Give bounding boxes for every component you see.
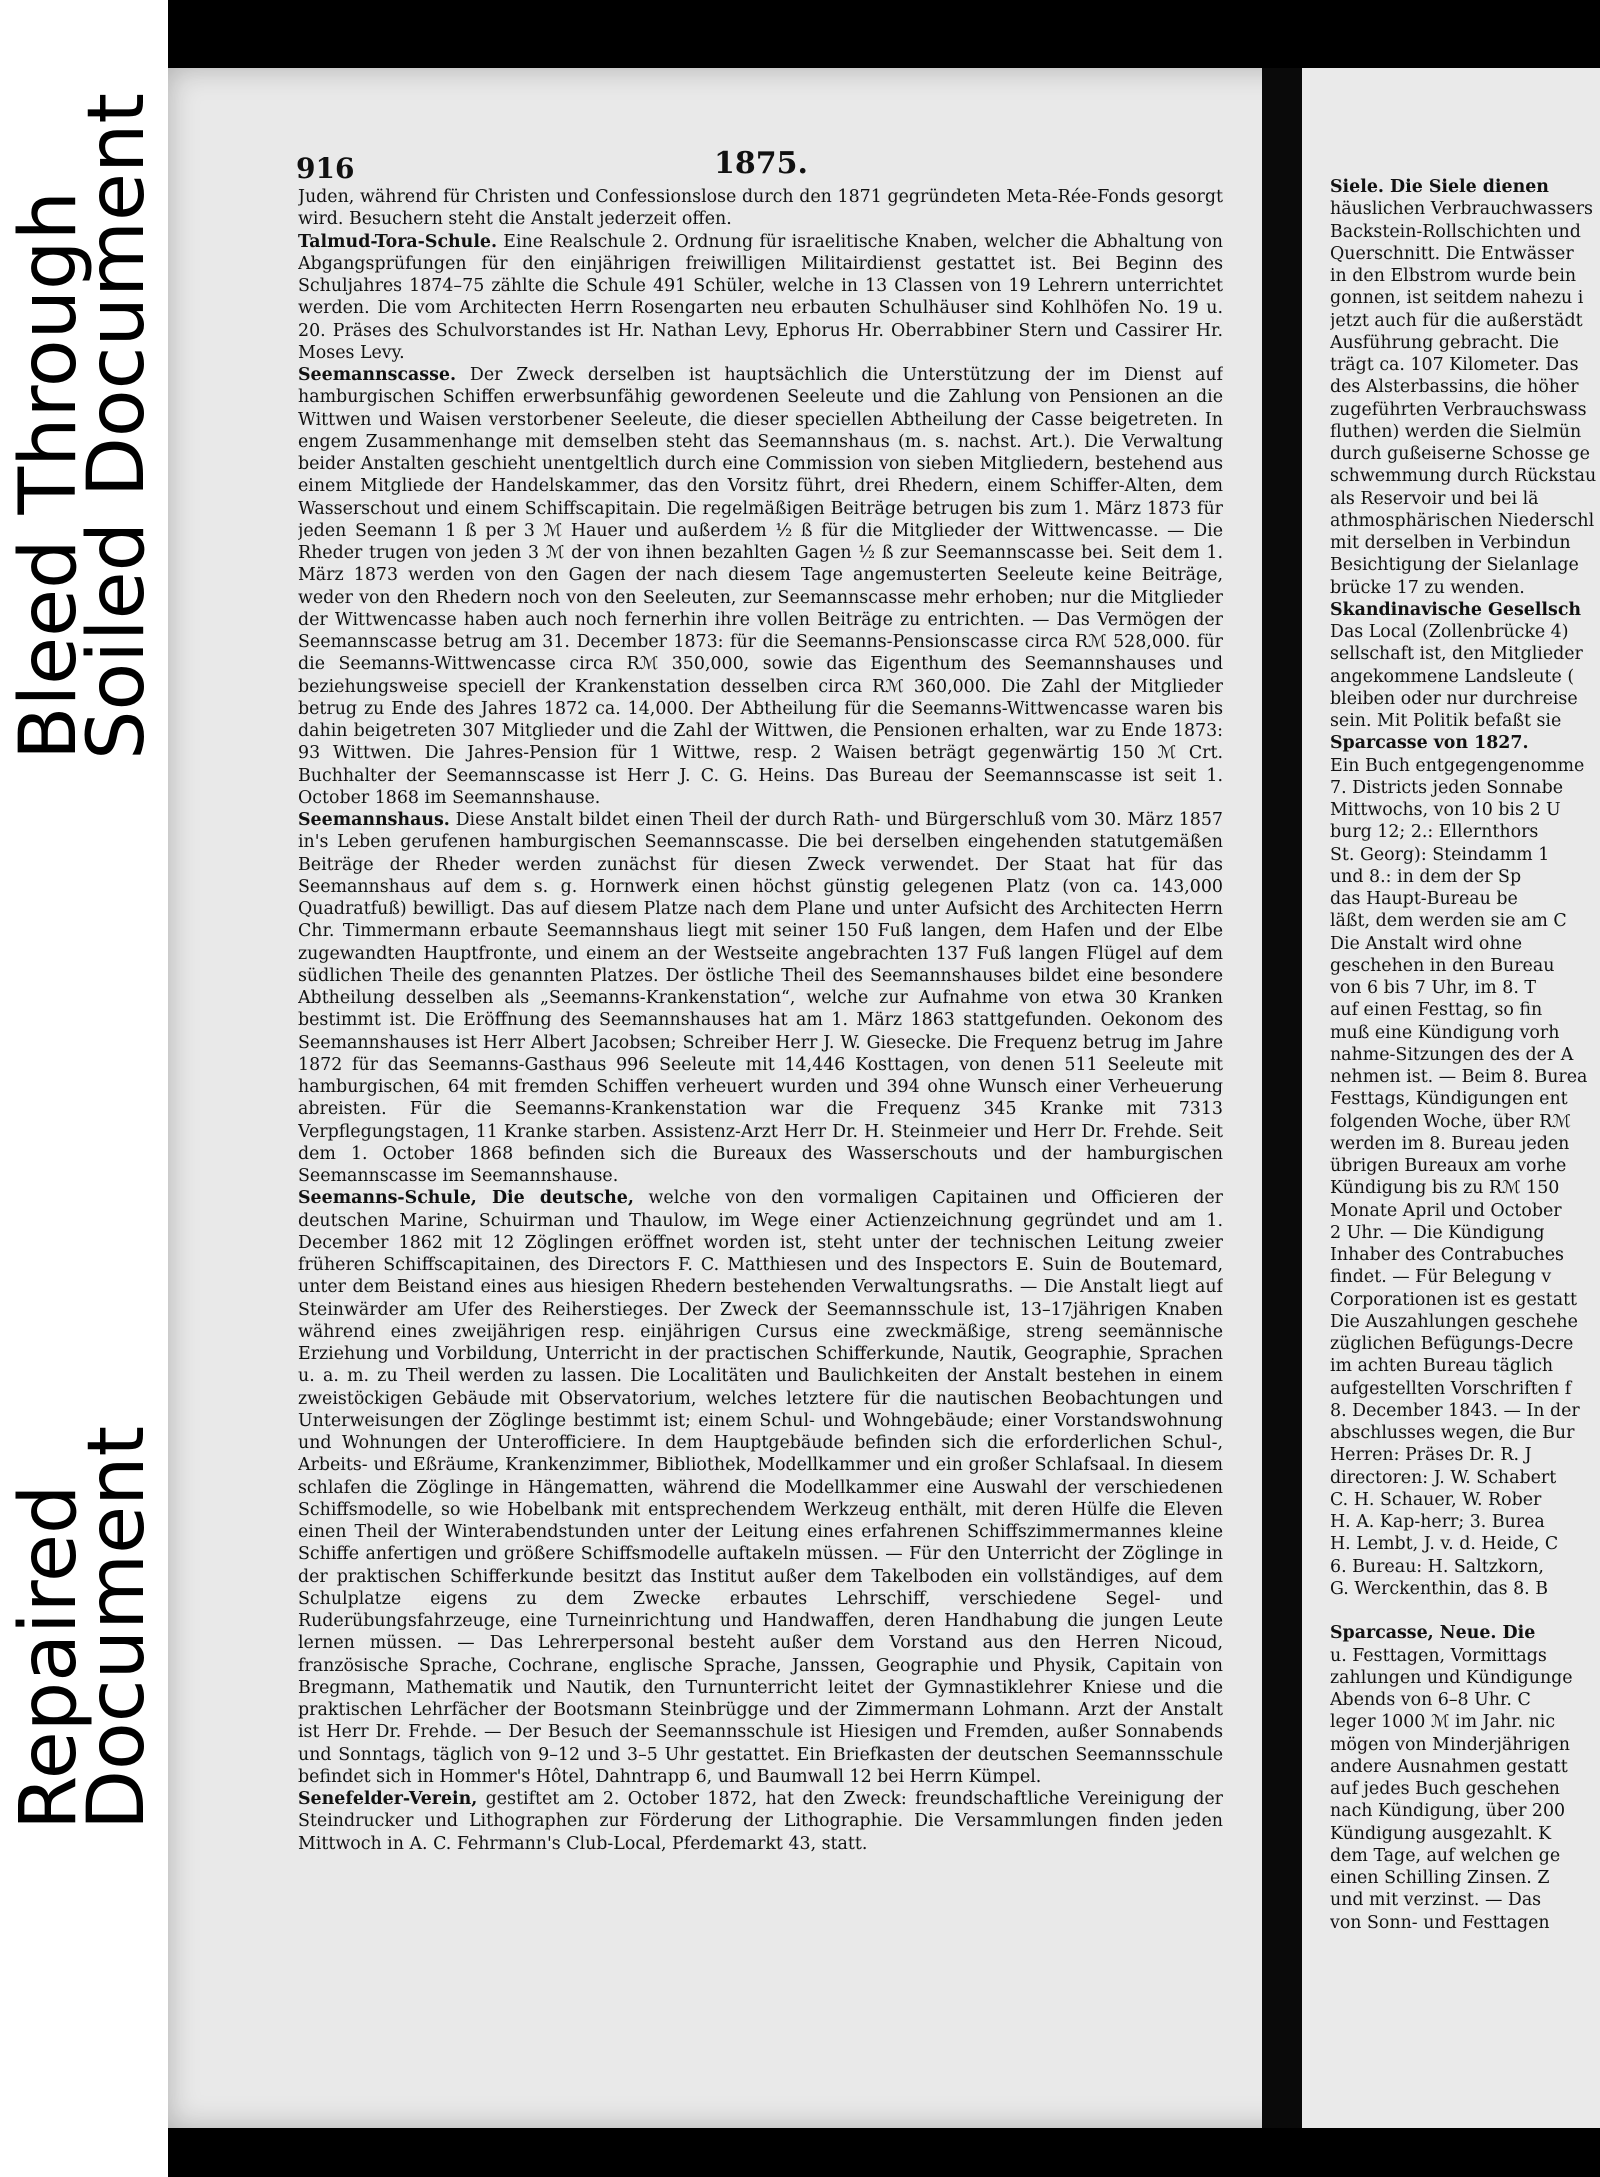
repaired-label: Repaired xyxy=(4,1484,94,1830)
entry-paragraph: Senefelder-Verein, gestiftet am 2. October 1872, hat den Zweck: freundschaftliche Vereinigung der Steindrucker und Lithographen zur Förderung der Lithographie. Die Versammlungen finden jeden Mittwoch in A. C. Fehrmann's Club-Local, Pferdemarkt 43, statt. xyxy=(298,1789,1223,1854)
right-column-line: Querschnitt. Die Entwässer xyxy=(1330,243,1574,264)
right-column-line: Corporationen ist es gestatt xyxy=(1330,1289,1578,1310)
right-column-line: G. Werckenthin, das 8. B xyxy=(1330,1578,1549,1599)
right-column-line: 2 Uhr. — Die Kündigung xyxy=(1330,1222,1545,1243)
right-column-line: andere Ausnahmen gestatt xyxy=(1330,1756,1568,1777)
right-column-line: Die Anstalt wird ohne xyxy=(1330,933,1523,954)
entry-title: Senefelder-Verein, xyxy=(298,1789,478,1809)
right-column-line: Die Auszahlungen geschehe xyxy=(1330,1311,1578,1332)
right-column-line: Mittwochs, von 10 bis 2 U xyxy=(1330,800,1561,820)
right-column-line: Siele. Die Siele dienen xyxy=(1330,177,1549,197)
right-column-line: werden im 8. Bureau jeden xyxy=(1330,1133,1570,1154)
right-column-line: findet. — Für Belegung v xyxy=(1330,1267,1552,1288)
entry-title: Seemannshaus. xyxy=(298,810,450,830)
right-column-line: aufgestellten Vorschriften f xyxy=(1330,1378,1572,1399)
scan-label-strip xyxy=(0,0,168,2177)
right-column-line: leger 1000 ℳ im Jahr. nic xyxy=(1330,1712,1556,1733)
entry-paragraph: Talmud-Tora-Schule. Eine Realschule 2. Ordnung für israelitische Knaben, welcher die Abhaltung von Abgangsprüfungen für den einjährigen freiwilligen Militairdienst gestattet ist. Bei Beginn des Schuljahres 1874–75 zählte die Schule 491 Schüler, welche in 13 Classen von 19 Lehrern unterrichtet werden. Die vom Architecten Herrn Rosengarten neu erbauten Schulhäuser sind Kohlhöfen No. 19 u. 20. Präses des Schulvorstandes ist Hr. Nathan Levy, Ephorus Hr. Oberrabbiner Stern und Cassirer Hr. Moses Levy. xyxy=(298,231,1223,363)
right-column-line: Festtags, Kündigungen ent xyxy=(1330,1089,1568,1110)
entry-title: Talmud-Tora-Schule. xyxy=(298,231,498,252)
right-column-line: als Reservoir und bei lä xyxy=(1330,488,1539,509)
right-column-line: zugeführten Verbrauchswass xyxy=(1330,399,1587,420)
right-column-line: Skandinavische Gesellsch xyxy=(1330,599,1582,620)
right-column-line: einen Schilling Zinsen. Z xyxy=(1330,1868,1550,1888)
right-column-line: mit derselben in Verbindun xyxy=(1330,533,1571,553)
right-column-line: nach Kündigung, über 200 xyxy=(1330,1801,1566,1822)
right-column-line: und mit verzinst. — Das xyxy=(1330,1890,1542,1911)
right-column-line: läßt, dem werden sie am C xyxy=(1330,911,1567,932)
right-column-line: Sparcasse von 1827. xyxy=(1330,733,1529,754)
right-column-line: jetzt auch für die außerstädt xyxy=(1330,310,1583,331)
right-column-line: geschehen in den Bureau xyxy=(1330,955,1555,976)
right-column-line: brücke 17 zu wenden. xyxy=(1330,577,1525,598)
right-column-line: directoren: J. W. Schabert xyxy=(1330,1467,1557,1488)
right-column-line: Sparcasse, Neue. Die xyxy=(1330,1623,1536,1644)
right-column-line: in den Elbstrom wurde bein xyxy=(1330,266,1577,286)
entry-paragraph: Seemannscasse. Der Zweck derselben ist hauptsächlich die Unterstützung der im Dienst auf hamburgischen Schiffen erwerbsunfähig gewordenen Seeleute und die Zahlung von Pensionen an die Wittwen und Waisen verstorbener Seeleute, die dieser speciellen Abtheilung der Casse beigetreten. In engem Zusammenhange mit demselben steht das Seemannshaus (m. s. nachst. Art.). Die Verwaltung beider Anstalten geschieht unentgeltlich durch eine Commission von sieben Mitgliedern, bestehend aus einem Mitgliede der Handelskammer, das den Vorsitz führt, drei Rhedern, einem Schiffer-Alten, dem Wasserschout und einem Schiffscapitain. Die regelmäßigen Beiträge betrugen bis zum 1. März 1873 für jeden Seemann 1 ß per 3 ℳ Hauer und außerdem ½ ß für die Mitglieder der Wittwencasse. — Die Rheder trugen von jeden 3 ℳ der von ihnen bezahlten Gagen ½ ß zur Seemannscasse bei. Seit dem 1. März 1873 werden von den Gagen der nach diesem Tage angemusterten Seeleute keine Beiträge, weder von den Rhedern noch von den Seeleuten, zur Seemannscasse mehr erhoben; nur die Mitglieder der Wittwencasse haben auch noch fernerhin ihre vollen Beiträge zu entrichten. — Das Vermögen der Seemannscasse betrug am 31. December 1873: für die Seemanns-Pensionscasse circa Rℳ 528,000. für die Seemanns-Wittwencasse circa Rℳ 350,000, sowie das Eigenthum des Seemannshauses und beziehungsweise speciell der Krankenstation desselben circa Rℳ 360,000. Die Zahl der Mitglieder betrug zu Ende des Jahres 1872 ca. 14,000. Der Abtheilung für die Seemanns-Wittwencasse waren bis dahin beigetreten 307 Mitglieder und die Zahl der Wittwen, die Pensionen erhalten, war zu Ende 1873: 93 Wittwen. Die Jahres-Pension für 1 Wittwe, resp. 2 Waisen beträgt gegenwärtig 150 ℳ Crt. Buchhalter der Seemannscasse ist Herr J. C. G. Heins. Das Bureau der Seemannscasse ist seit 1. October 1868 im Seemannshause. xyxy=(298,365,1223,808)
right-column-line: nahme-Sitzungen des der A xyxy=(1330,1044,1574,1065)
right-column-line: Backstein-Rollschichten und xyxy=(1330,221,1581,242)
right-column-line: Das Local (Zollenbrücke 4) xyxy=(1330,622,1569,642)
right-column-line: das Haupt-Bureau be xyxy=(1330,889,1518,909)
right-column-line: nehmen ist. — Beim 8. Burea xyxy=(1330,1067,1588,1087)
right-column-line: durch gußeiserne Schosse ge xyxy=(1330,444,1590,464)
right-column-line: athmosphärischen Niederschl xyxy=(1330,510,1595,531)
right-column-line: auf jedes Buch geschehen xyxy=(1330,1779,1560,1799)
right-column-line: Kündigung bis zu Rℳ 150 xyxy=(1330,1178,1560,1199)
right-column-line: zahlungen und Kündigunge xyxy=(1330,1667,1573,1688)
right-column-line: H. A. Kap-herr; 3. Burea xyxy=(1330,1512,1545,1532)
right-column-line: gonnen, ist seitdem nahezu i xyxy=(1330,288,1584,309)
entry-title: Seemannscasse. xyxy=(298,365,456,385)
entry-title: Seemanns-Schule, Die deutsche, xyxy=(298,1188,634,1209)
right-column-line: u. Festtagen, Vormittags xyxy=(1330,1645,1547,1666)
right-column-line: muß eine Kündigung vorh xyxy=(1330,1022,1560,1043)
right-column-line: Kündigung ausgezahlt. K xyxy=(1330,1823,1552,1844)
right-column-line: abschlusses wegen, die Bur xyxy=(1330,1423,1575,1443)
right-column-line: von Sonn- und Festtagen xyxy=(1330,1912,1550,1933)
right-column-line: 6. Bureau: H. Saltzkorn, xyxy=(1330,1556,1544,1577)
right-column-line: St. Georg): Steindamm 1 xyxy=(1330,844,1550,865)
right-column-line xyxy=(1330,1600,1600,1622)
right-column-line: Ausführung gebracht. Die xyxy=(1330,332,1559,353)
right-column-line: burg 12; 2.: Ellernthors xyxy=(1330,822,1539,843)
right-column-line: 8. December 1843. — In der xyxy=(1330,1400,1580,1421)
right-column-line: häuslichen Verbrauchwassers xyxy=(1330,199,1593,220)
right-column-line: des Alsterbassins, die höher xyxy=(1330,377,1579,398)
right-column-line: fluthen) werden die Sielmün xyxy=(1330,421,1582,442)
right-column-line: züglichen Befügungs-Decre xyxy=(1330,1334,1574,1354)
right-column-line: sellschaft ist, den Mitglieder xyxy=(1330,644,1583,665)
right-column-line: schwemmung durch Rückstau xyxy=(1330,466,1597,487)
right-column-line: angekommene Landsleute ( xyxy=(1330,666,1575,687)
right-column-line: 7. Districts jeden Sonnabe xyxy=(1330,777,1564,798)
right-column-line: auf einen Festtag, so fin xyxy=(1330,1000,1543,1021)
right-text-column xyxy=(1330,176,1600,1976)
right-column-line: Inhaber des Contrabuches xyxy=(1330,1245,1564,1265)
right-column-line: Abends von 6–8 Uhr. C xyxy=(1330,1690,1531,1710)
document-label: Document xyxy=(72,1425,162,1830)
right-column-line: mögen von Minderjährigen xyxy=(1330,1734,1570,1755)
entry-paragraph: Juden, während für Christen und Confessionslose durch den 1871 gegründeten Meta-Rée-Fonds gesorgt wird. Besuchern steht die Anstalt jederzeit offen. xyxy=(298,187,1223,230)
right-column-line: C. H. Schauer, W. Rober xyxy=(1330,1489,1542,1510)
right-column-line: trägt ca. 107 Kilometer. Das xyxy=(1330,355,1579,375)
book-gutter xyxy=(1262,68,1302,2128)
right-column-line: sein. Mit Politik befaßt sie xyxy=(1330,711,1562,731)
right-column-line: Ein Buch entgegengenomme xyxy=(1330,755,1585,776)
entry-paragraph: Seemannshaus. Diese Anstalt bildet einen Theil der durch Rath- und Bürgerschluß vom 30. März 1857 in's Leben gerufenen hamburgischen Seemannscasse. Die bei derselben eingehenden statutgemäßen Beiträge der Rheder werden zunächst für diesen Zweck verwendet. Der Staat hat für das Seemannshaus auf dem s. g. Hornwerk einen höchst günstig gelegenen Platz (von ca. 143,000 Quadratfuß) bewilligt. Das auf diesem Platze nach dem Plane und unter Aufsicht des Architecten Herrn Chr. Timmermann erbaute Seemannshaus liegt mit seiner 150 Fuß langen, dem Hafen und der Elbe zugewandten Hauptfronte, und einem an der Westseite angebrachten 137 Fuß langen Flügel auf dem südlichen Theile des genannten Platzes. Der östliche Theil des Seemannshauses bildet eine besondere Abtheilung desselben als „Seemanns-Krankenstation“, welche zur Aufnahme von etwa 30 Kranken bestimmt ist. Die Eröffnung des Seemannshauses hat am 1. März 1863 stattgefunden. Oekonom des Seemannshauses ist Herr Albert Jacobsen; Schreiber Herr J. W. Giesecke. Die Frequenz betrug im Jahre 1872 für das Seemanns-Gasthaus 996 Seeleute mit 14,446 Kosttagen, von denen 511 Seeleute mit hamburgischen, 64 mit fremden Schiffen verheuert wurden und 394 ohne Wunsch einer Verheuerung abreisten. Für die Seemanns-Krankenstation war die Frequenz 345 Kranke mit 7313 Verpflegungstagen, 11 Kranke starben. Assistenz-Arzt Herr Dr. H. Steinmeier und Herr Dr. Frehde. Seit dem 1. October 1868 befinden sich die Bureaux des Wasserschouts und der hamburgischen Seemannscasse im Seemannshause. xyxy=(298,810,1223,1186)
main-text-column xyxy=(298,186,1223,1966)
right-column-line: Monate April und October xyxy=(1330,1200,1562,1221)
right-column-line: übrigen Bureaux am vorhe xyxy=(1330,1156,1567,1176)
right-column-line: Herren: Präses Dr. R. J xyxy=(1330,1445,1532,1466)
right-column-line: bleiben oder nur durchreise xyxy=(1330,688,1578,709)
right-column-line: im achten Bureau täglich xyxy=(1330,1356,1554,1377)
right-column-line: folgenden Woche, über Rℳ xyxy=(1330,1111,1571,1132)
right-column-line: dem Tage, auf welchen ge xyxy=(1330,1845,1561,1866)
bleed-through-label: Bleed Through xyxy=(4,190,94,760)
soiled-document-label: Soiled Document xyxy=(72,93,162,760)
page-number: 916 xyxy=(296,152,355,185)
entry-paragraph: Seemanns-Schule, Die deutsche, welche von den vormaligen Capitainen und Officieren der deutschen Marine, Schuirman und Thaulow, im Wege einer Actienzeichnung gegründet und am 1. December 1862 mit 12 Zöglingen eröffnet worden ist, steht unter der technischen Leitung zweier früheren Schiffscapitainen, des Directors F. C. Matthiesen und des Inspectors E. Suin de Boutemard, unter dem Beistand eines aus hiesigen Rhedern bestehenden Verwaltungsraths. — Die Anstalt liegt auf Steinwärder am Ufer des Reiherstieges. Der Zweck der Seemannsschule ist, 13–17jährigen Knaben während eines zweijährigen resp. einjährigen Cursus eine zweckmäßige, streng seemännische Erziehung und Vorbildung, Unterricht in der practischen Schifferkunde, Nautik, Geographie, Sprachen u. a. m. zu Theil werden zu lassen. Die Localitäten und Baulichkeiten der Anstalt bestehen in einem zweistöckigen Gebäude mit Observatorium, welches letztere für die nautischen Beobachtungen und Unterweisungen der Zöglinge bestimmt ist; einem Schul- und Wohngebäude; einer Vorstandswohnung und Wohnungen der Unterofficiere. In dem Hauptgebäude befinden sich die erforderlichen Schul-, Arbeits- und Eßräume, Krankenzimmer, Bibliothek, Modellkammer und ein großer Schlafsaal. In diesem schlafen die Zöglinge in Hängematten, während die Modellkammer eine Auswahl der verschiedenen Schiffsmodelle, so wie Hobelbank mit entsprechendem Werkzeug enthält, mit deren Hülfe die Eleven einen Theil der Winterabendstunden unter der Leitung eines erfahrenen Schiffszimmermannes kleine Schiffe anfertigen und größere Schiffsmodelle auftakeln müssen. — Für den Unterricht der Zöglinge in der praktischen Schifferkunde besitzt das Institut außer dem Takelboden ein vollständiges, auf dem Schulplatze eigens zu dem Zwecke erbautes Lehrschiff, verschiedene Segel- und Ruderübungsfahrzeuge, eine Turneinrichtung und Handwaffen, deren Handhabung die jungen Leute lernen müssen. — Das Lehrerpersonal besteht außer dem Vorstand aus den Herren Nicoud, französische Sprache, Cochrane, englische Sprache, Janssen, Geographie und Physik, Capitain von Bregmann, Mathematik und Nautik, den Turnunterricht leitet der Gymnastiklehrer Kniese und die praktischen Lehrfächer der Bootsmann Steinbrügge und der Zimmermann Lohmann. Arzt der Anstalt ist Herr Dr. Frehde. — Der Besuch der Seemannsschule ist Hiesigen und Fremden, außer Sonnabends und Sonntags, täglich von 9–12 und 3–5 Uhr gestattet. Ein Briefkasten der deutschen Seemannsschule befindet sich in Hommer's Hôtel, Dahntrapp 6, und Baumwall 12 bei Herrn Kümpel. xyxy=(298,1188,1223,1787)
right-column-line: H. Lembt, J. v. d. Heide, C xyxy=(1330,1534,1559,1555)
right-column-line: und 8.: in dem der Sp xyxy=(1330,866,1522,887)
running-head-year: 1875. xyxy=(714,146,808,181)
right-column-line: Besichtigung der Sielanlage xyxy=(1330,555,1579,576)
right-column-line: von 6 bis 7 Uhr, im 8. T xyxy=(1330,978,1536,998)
